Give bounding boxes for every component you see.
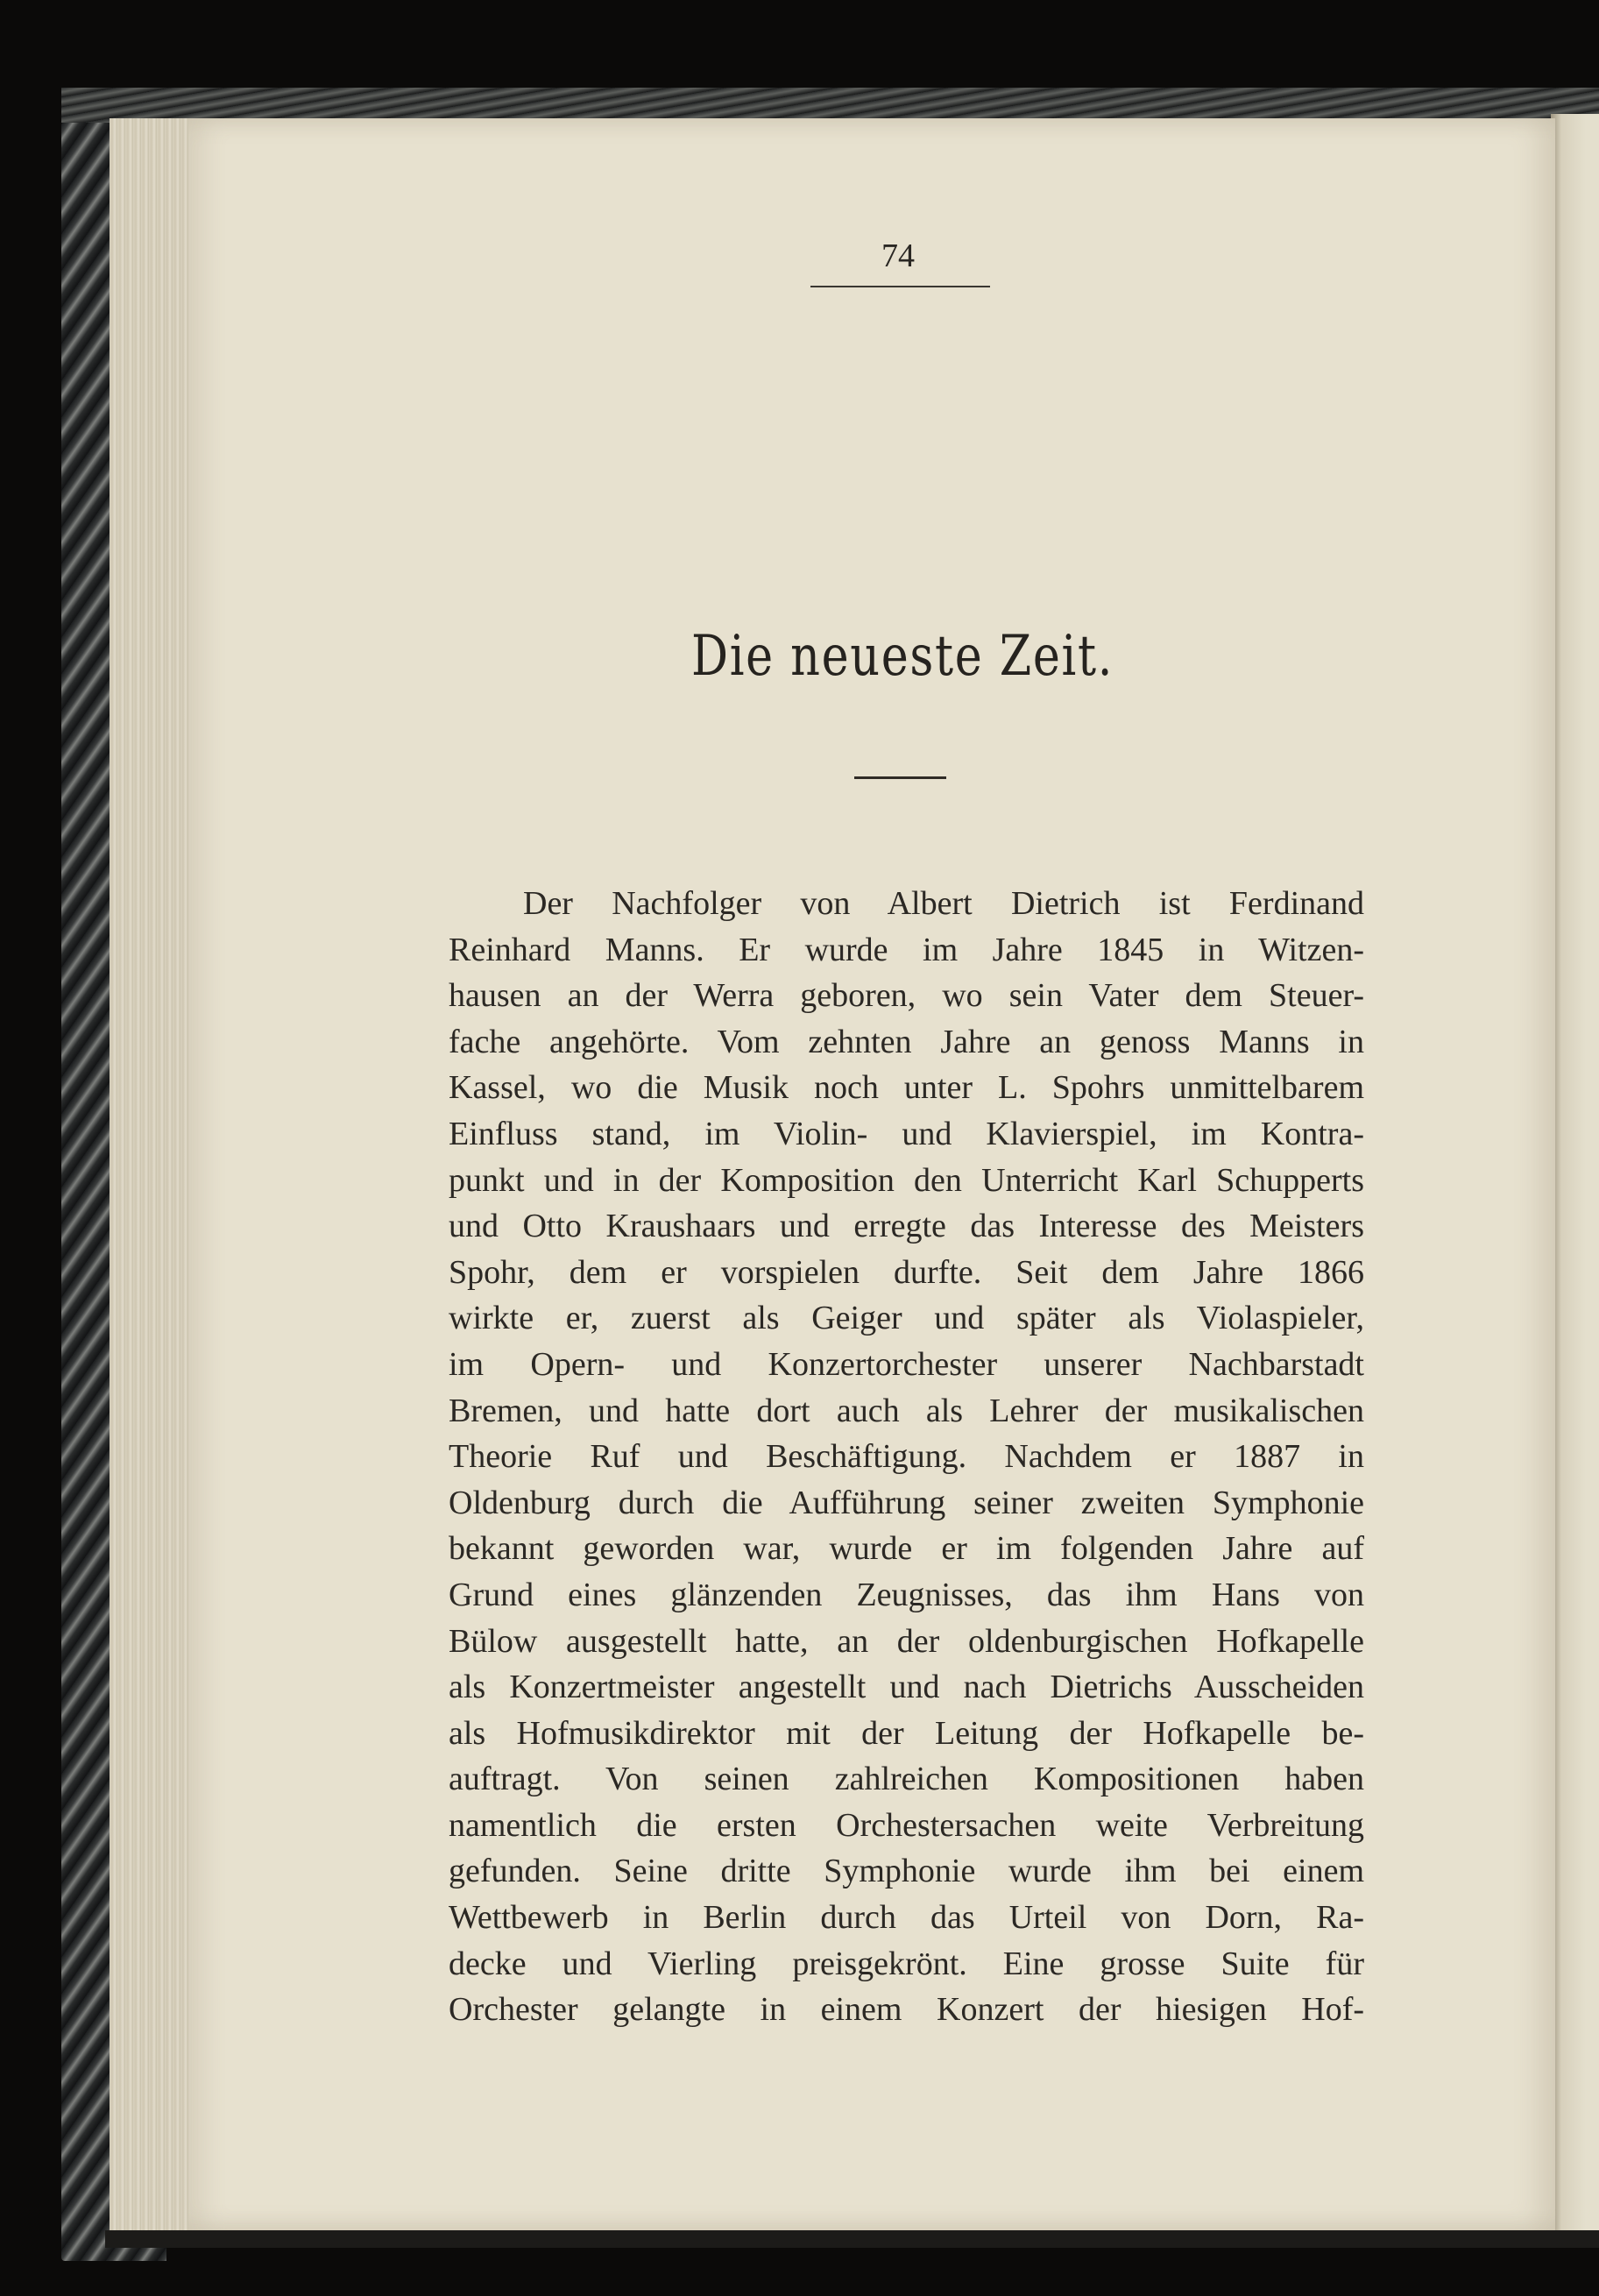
body-line: als Hofmusikdirektor mit der Leitung der Hofkapelle be- — [449, 1714, 1364, 1752]
body-line: im Opern- und Konzertorchester unserer Nachbarstadt — [449, 1345, 1364, 1383]
body-line: Spohr, dem er vorspielen durfte. Seit dem Jahre 1866 — [449, 1253, 1364, 1291]
body-line: Wettbewerb in Berlin durch das Urteil von Dorn, Ra- — [449, 1899, 1364, 1937]
body-line: Grund eines glänzenden Zeugnisses, das ihm Hans von — [449, 1576, 1364, 1613]
body-line: punkt und in der Komposition den Unterricht Karl Schupperts — [449, 1161, 1364, 1199]
body-line: Reinhard Manns. Er wurde im Jahre 1845 in Witzen- — [449, 931, 1364, 968]
body-line: Kassel, wo die Musik noch unter L. Spohrs unmittelbarem — [449, 1069, 1364, 1107]
body-line: Bülow ausgestellt hatte, an der oldenburgischen Hofkapelle — [449, 1622, 1364, 1660]
body-line: Orchester gelangte in einem Konzert der hiesigen Hof- — [449, 1991, 1364, 2029]
body-line: hausen an der Werra geboren, wo sein Vater dem Steuer- — [449, 977, 1364, 1015]
body-line: Bremen, und hatte dort auch als Lehrer der musikalischen — [449, 1392, 1364, 1429]
body-line: gefunden. Seine dritte Symphonie wurde ihm bei einem — [449, 1853, 1364, 1890]
body-text — [449, 881, 1364, 2033]
facing-page-edge — [1551, 114, 1599, 2243]
page-number: 74 — [881, 237, 915, 274]
chapter-title: Die neueste Zeit. — [690, 624, 1114, 689]
body-line: und Otto Kraushaars und erregte das Interesse des Meisters — [449, 1208, 1364, 1245]
body-line: Einfluss stand, im Violin- und Klavierspiel, im Kontra- — [449, 1115, 1364, 1152]
cover-top-edge — [61, 88, 1599, 123]
body-line: auftragt. Von seinen zahlreichen Kompositionen haben — [449, 1761, 1364, 1798]
body-line: fache angehörte. Vom zehnten Jahre an genoss Manns in — [449, 1023, 1364, 1060]
header-rule — [810, 286, 990, 287]
body-line: wirkte er, zuerst als Geiger und später als Violaspieler, — [449, 1300, 1364, 1337]
body-line: Theorie Ruf und Beschäftigung. Nachdem er 1887 in — [449, 1438, 1364, 1476]
body-line: als Konzertmeister angestellt und nach Dietrichs Ausscheiden — [449, 1669, 1364, 1706]
title-rule — [854, 776, 946, 779]
body-line: bekannt geworden war, wurde er im folgenden Jahre auf — [449, 1530, 1364, 1568]
bottom-shadow — [105, 2230, 1599, 2248]
body-line: Oldenburg durch die Aufführung seiner zweiten Symphonie — [449, 1484, 1364, 1521]
body-line: namentlich die ersten Orchestersachen weite Verbreitung — [449, 1806, 1364, 1844]
body-line: Der Nachfolger von Albert Dietrich ist Ferdinand — [523, 885, 1364, 922]
body-line: decke und Vierling preisgekrönt. Eine grosse Suite für — [449, 1945, 1364, 1982]
